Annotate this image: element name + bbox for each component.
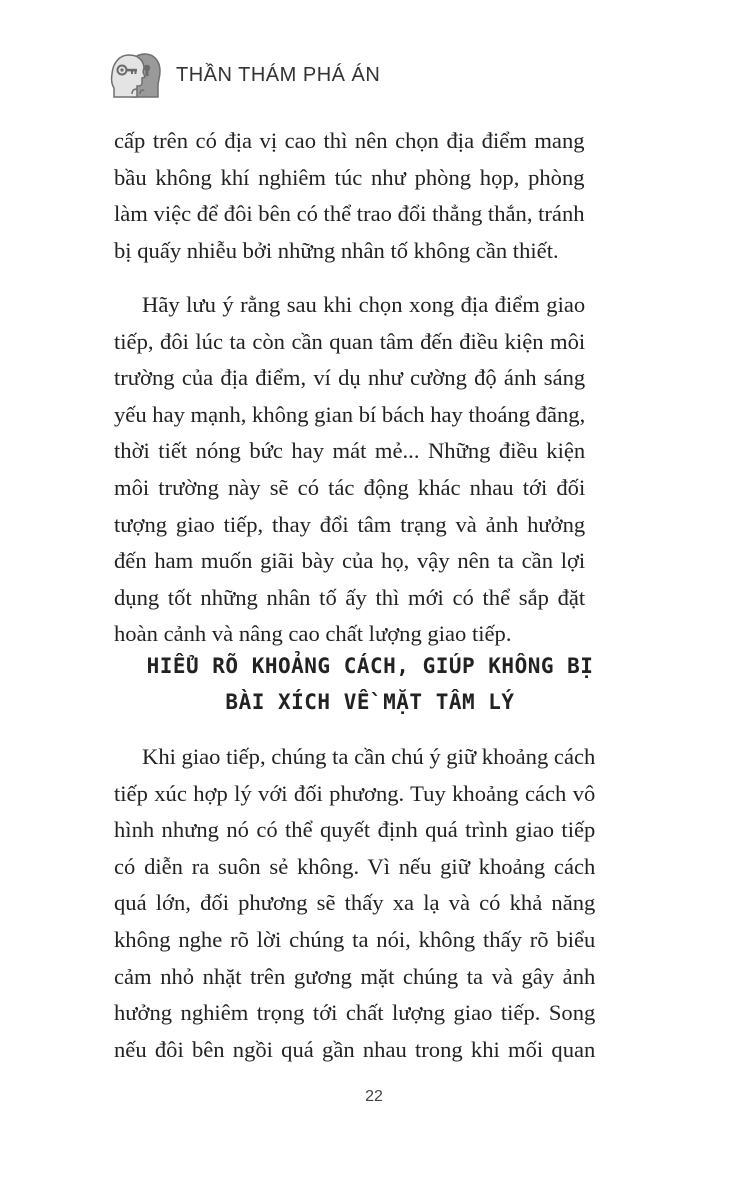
text-line: hưởng nghiêm trọng tới chất lượng giao tiếp. Song (114, 1000, 596, 1026)
section-heading (110, 648, 630, 720)
text-line: thời tiết nóng bức hay mát mẻ... Những điều kiện (114, 438, 586, 464)
text-line: cảm nhỏ nhặt trên gương mặt chúng ta và gây ảnh (114, 963, 596, 989)
page-number: 22 (365, 1088, 383, 1105)
two-heads-key-lock-icon (110, 50, 162, 100)
text-line: nếu đôi bên ngồi quá gần nhau trong khi mối quan (114, 1036, 596, 1062)
book-title: THẦN THÁM PHÁ ÁN (176, 63, 381, 86)
text-line: bầu không khí nghiêm túc như phòng họp, phòng (114, 164, 585, 190)
text-line: quá lớn, đối phương sẽ thấy xa lạ và có khả năng (114, 890, 596, 916)
running-header (110, 50, 380, 100)
text-line: tiếp xúc hợp lý với đối phương. Tuy khoảng cách vô (114, 780, 596, 806)
text-line: tiếp, đôi lúc ta còn cần quan tâm đến điều kiện môi (114, 328, 586, 354)
text-line: không nghe rõ lời chúng ta nói, không thấy rõ biểu (114, 926, 596, 952)
text-line: có diễn ra suôn sẻ không. Vì nếu giữ khoảng cách (114, 853, 596, 879)
text-line: dụng tốt những nhân tố ấy thì mới có thể sắp đặt (114, 584, 586, 610)
text-line: Hãy lưu ý rằng sau khi chọn xong địa điểm giao (142, 292, 586, 317)
text-line: làm việc để đôi bên có thể trao đổi thẳng thắn, tránh (114, 201, 585, 227)
paragraph-2 (114, 287, 585, 653)
text-line: bị quấy nhiễu bởi những nhân tố không cần thiết. (114, 237, 559, 263)
text-line: hoàn cảnh và nâng cao chất lượng giao tiếp. (114, 621, 512, 647)
paragraph-1 (114, 123, 585, 269)
text-line: yếu hay mạnh, không gian bí bách hay thoáng đãng, (114, 401, 586, 427)
text-line: môi trường này sẽ có tác động khác nhau tới đối (114, 474, 586, 500)
text-line: hình nhưng nó có thể quyết định quá trình giao tiếp (114, 817, 596, 843)
text-line: đến ham muốn giãi bày của họ, vậy nên ta cần lợi (114, 548, 586, 574)
text-line: Khi giao tiếp, chúng ta cần chú ý giữ khoảng cách (142, 744, 596, 769)
text-line: cấp trên có địa vị cao thì nên chọn địa điểm mang (114, 128, 585, 153)
section-heading-line-2: BÀI XÍCH VỀ MẶT TÂM LÝ (225, 690, 515, 714)
text-line: tượng giao tiếp, thay đổi tâm trạng và ảnh hưởng (114, 511, 586, 537)
paragraph-3 (114, 739, 595, 1068)
section-heading-line-1: HIỂU RÕ KHOẢNG CÁCH, GIÚP KHÔNG BỊ (146, 654, 594, 678)
text-line: trường của địa điểm, ví dụ như cường độ ánh sáng (114, 365, 586, 391)
